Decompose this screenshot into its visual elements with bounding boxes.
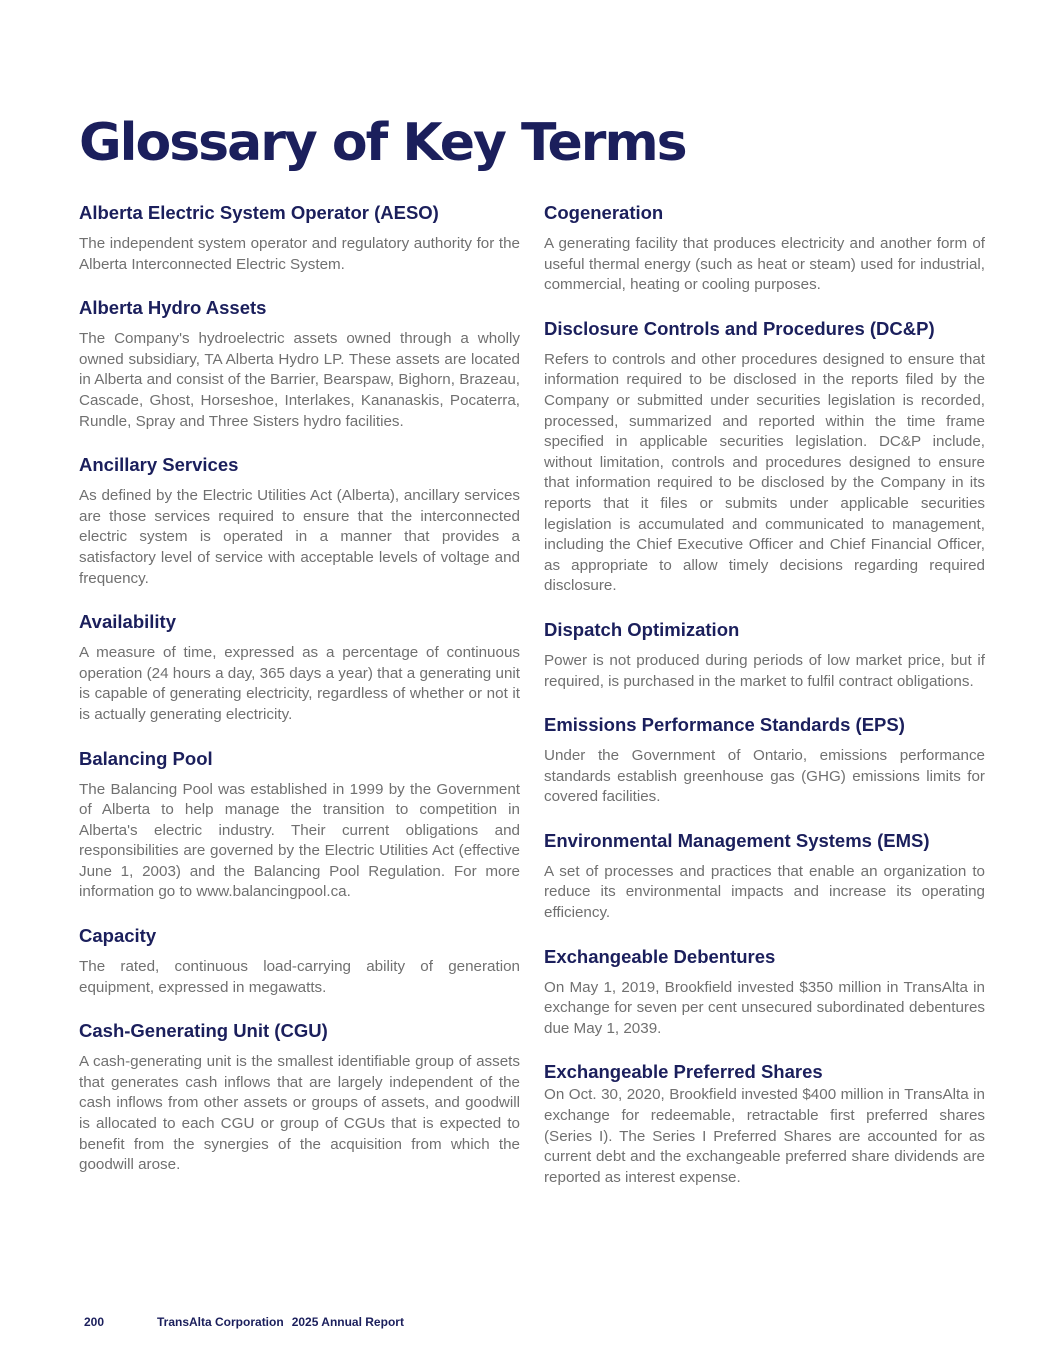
- glossary-term: Cash-Generating Unit (CGU): [79, 1020, 328, 1042]
- glossary-definition: A generating facility that produces electricity and another form of useful thermal energy (such as heat or steam) used for industrial, commercial, heating or cooling purposes.: [544, 235, 985, 294]
- glossary-entry: [79, 452, 520, 589]
- glossary-term: Environmental Management Systems (EMS): [544, 829, 930, 851]
- glossary-definition: The Company's hydroelectric assets owned through a wholly owned subsidiary, TA Alberta Hydro LP. These assets are located in Alberta and consist of the Barrier, Bearspaw, Bighorn, Brazeau, Cascade, Ghost, Horseshoe, Interlakes, Kananaskis, Pocaterra, Rundle, Spray and Three Sisters hydro facilities.: [79, 330, 520, 430]
- glossary-entry: [79, 200, 520, 275]
- glossary-definition: Power is not produced during periods of low market price, but if required, is purchased in the market to fulfil contract obligations.: [544, 651, 985, 690]
- glossary-term: Emissions Performance Standards (EPS): [544, 714, 905, 736]
- footer-company: TransAlta Corporation: [157, 1315, 284, 1329]
- page-title: Glossary of Key Terms: [79, 113, 686, 173]
- glossary-entry: [79, 746, 520, 904]
- glossary-left-column: [79, 200, 520, 1196]
- glossary-definition: Refers to controls and other procedures designed to ensure that information required to be disclosed in the reports filed by the Company or submitted under securities legislation is recorded, processed, summarized and reported within the time frame specified in applicable securities legislation. DC&P include, without limitation, controls and procedures designed to ensure that information required to be disclosed by the Company in its reports that it files or submits under applicable securities legislation is accumulated and communicated to management, including the Chief Executive Officer and Chief Financial Officer, as appropriate to allow timely decisions regarding required disclosure.: [544, 350, 985, 595]
- glossary-entry: [79, 923, 520, 998]
- glossary-term: Availability: [79, 611, 176, 633]
- glossary-term: Capacity: [79, 925, 157, 947]
- glossary-term: Alberta Electric System Operator (AESO): [79, 202, 439, 223]
- glossary-term: Exchangeable Preferred Shares: [544, 1061, 823, 1083]
- page-number: 200: [84, 1315, 105, 1329]
- glossary-definition: On May 1, 2019, Brookfield invested $350 million in TransAlta in exchange for seven per cent unsecured subordinated debentures due May 1, 2039.: [544, 978, 985, 1037]
- glossary-definition: Under the Government of Ontario, emissions performance standards establish greenhouse gas (GHG) emissions limits for covered facilities.: [544, 747, 985, 806]
- glossary-term: Ancillary Services: [79, 454, 239, 476]
- glossary-term: Alberta Hydro Assets: [79, 297, 267, 319]
- glossary-term: Dispatch Optimization: [544, 618, 740, 640]
- glossary-definition: A set of processes and practices that enable an organization to reduce its environmental impacts and increase its operating efficiency.: [544, 862, 985, 922]
- glossary-definition: On Oct. 30, 2020, Brookfield invested $400 million in TransAlta in exchange for redeemable, retractable first preferred shares (Series I). The Series I Preferred Shares are accounted for as current debt and the exchangeable preferred share dividends are reported as interest expense.: [544, 1086, 985, 1186]
- glossary-term: Cogeneration: [544, 202, 664, 223]
- glossary-term: Disclosure Controls and Procedures (DC&P): [544, 317, 935, 339]
- glossary-definition: As defined by the Electric Utilities Act (Alberta), ancillary services are those services required to ensure that the interconnected electric system is operated in a manner that provides a satisfactory level of service with acceptable levels of voltage and frequency.: [79, 487, 520, 587]
- glossary-entry: [544, 316, 985, 597]
- glossary-entry: [544, 712, 985, 808]
- glossary-definition: The Balancing Pool was established in 1999 by the Government of Alberta to help manage the transition to competition in Alberta's electric industry. Their current obligations and responsibilities are governed by the Electric Utilities Act (effective June 1, 2003) and the Balancing Pool Regulation. For more information go to www.balancingpool.ca.: [79, 780, 520, 901]
- glossary-entry: [544, 1059, 985, 1188]
- glossary-entry: [544, 828, 985, 924]
- glossary-definition: The rated, continuous load-carrying ability of generation equipment, expressed in megawatts.: [79, 958, 520, 996]
- glossary-entry: [79, 609, 520, 725]
- glossary-term: Balancing Pool: [79, 747, 213, 769]
- glossary-entry: [79, 295, 520, 432]
- page-footer: [84, 1315, 404, 1329]
- glossary-definition: A cash-generating unit is the smallest identifiable group of assets that generates cash inflows that are largely independent of the cash inflows from other assets or groups of assets, and goodwill is allocated to each CGU or group of CGUs that is expected to benefit from the synergies of the acquisition from which the goodwill arose.: [79, 1053, 520, 1174]
- glossary-entry: [79, 1018, 520, 1176]
- glossary-definition: The independent system operator and regulatory authority for the Alberta Interconnected Electric System.: [79, 235, 520, 273]
- glossary-entry: [544, 617, 985, 692]
- glossary-entry: [544, 200, 985, 296]
- footer-report: 2025 Annual Report: [291, 1315, 404, 1329]
- glossary-right-column: [544, 200, 985, 1208]
- glossary-term: Exchangeable Debentures: [544, 945, 776, 967]
- glossary-definition: A measure of time, expressed as a percentage of continuous operation (24 hours a day, 365 days a year) that a generating unit is capable of generating electricity, regardless of whether or not it is actually generating electricity.: [79, 644, 520, 723]
- glossary-entry: [544, 944, 985, 1040]
